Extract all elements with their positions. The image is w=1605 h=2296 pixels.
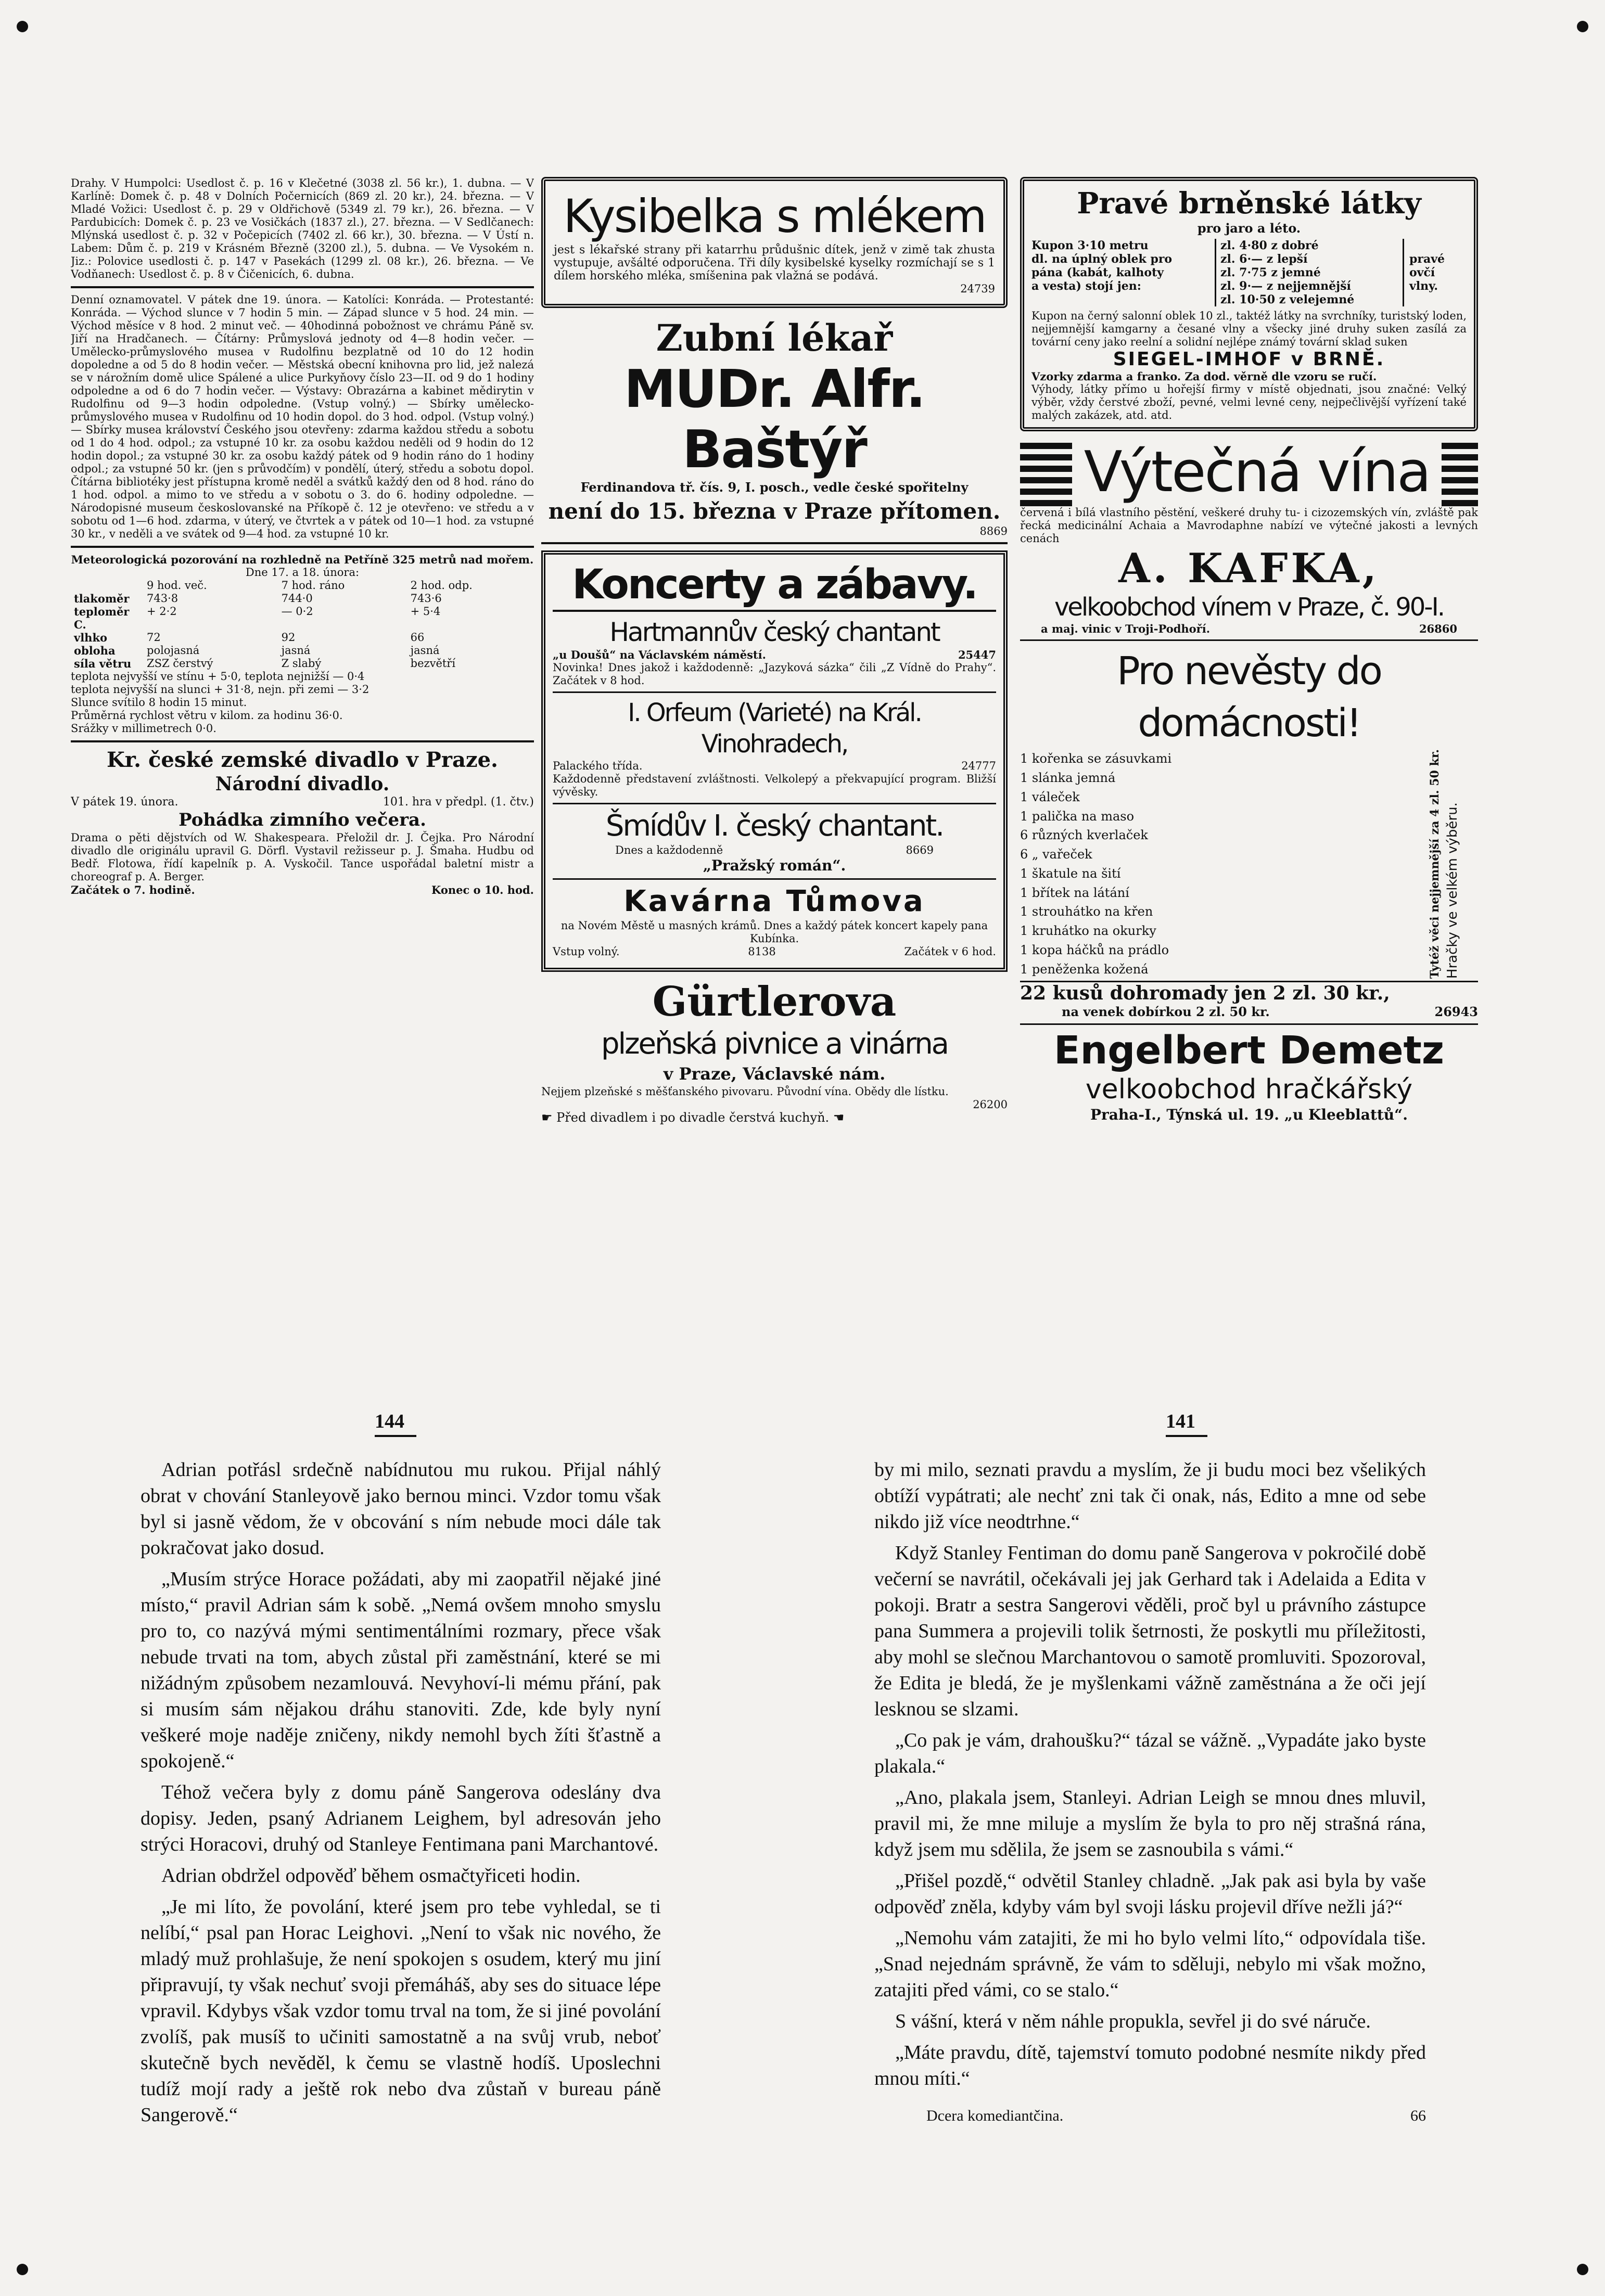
- nevesty-side-a: Tytéž věci nejjemnější za 4 zl. 50 kr.: [1428, 749, 1442, 979]
- demetz-ad: [1020, 1025, 1478, 1123]
- decorative-stripes-icon: [1442, 439, 1478, 506]
- book-paragraph: „Co pak je vám, drahoušku?“ tázal se vážně. „Vypadáte jako byste plakala.“: [874, 1729, 1426, 1777]
- page-number-rule: [1166, 1435, 1207, 1437]
- list-item: 1 břítek na látání: [1020, 885, 1129, 900]
- right-book-footer: [926, 2107, 1426, 2125]
- kysibelka-text: jest s lékařské strany při katarrhu průdušnic dítek, jenž v zimě tak zhusta vystupuje, avšálté odporučena. Tři díly kysibelské kyselky rozmíchají se s 1 dílem horského mléka, smíšenina pak vlažná se podává.: [554, 243, 995, 283]
- hartmann-code: 25447: [958, 648, 996, 661]
- gurtler-footer: [541, 1111, 1008, 1124]
- list-item: 1 palička na maso: [1020, 809, 1135, 824]
- left-book-page: [141, 1457, 661, 2133]
- nevesty-side-b: Hračky ve velkém výběru.: [1445, 802, 1460, 979]
- meteo-cell: jasná: [410, 644, 440, 657]
- kafka-name: A. KAFKA,: [1118, 545, 1380, 592]
- hartmann-text: Novinka! Dnes jakož i každodenně: „Jazyková sázka“ čili „Z Vídně do Prahy“. Začátek v 8 hod.: [553, 661, 996, 687]
- theatre-end: Konec o 10. hod.: [431, 883, 534, 896]
- coupon-line: Kupon 3·10 metru: [1031, 239, 1149, 252]
- coupon-line: pána (kabát, kalhoty: [1031, 266, 1164, 279]
- meteo-head: 2 hod. odp.: [410, 579, 473, 592]
- kafka-subtitle: velkoobchod vínem v Praze, č. 90-I.: [1054, 593, 1444, 622]
- wine-title: Výtečná vína: [1084, 440, 1430, 505]
- book-paragraph: „Je mi líto, že povolání, které jsem pro tebe vyhledal, se ti nelíbí,“ psal pan Horac Leighovi. „Není to však nic nového, že mladý muž prohlašuje, že není spokojen s osudem, který mu jiní připravují, ty však nechuť svoji přemáháš, aby ses do situace lépe vpravil. Kdybys však vzdor tomu trval na tom, že si jiné povolání zvolíš, pak musíš to učiniti samostatně a na svůj vrub, neboť skutečně bych nevěděl, k čemu se vlastně hodíš. Uposlechni tudíž mojí rady a ještě rok nebo dva zůstaň v bureau páně Sangerově.“: [141, 1896, 661, 2126]
- meteo-cell: Z slabý: [281, 657, 322, 670]
- meteo-label: obloha: [74, 644, 116, 657]
- gurtler-ad: [541, 972, 1008, 1124]
- scan-corner-mark: [1577, 21, 1588, 32]
- theatre-date-row: [71, 796, 534, 809]
- book-paragraph: by mi milo, seznati pravdu a myslím, že ji budu moci bez všelikých obtíží vypátrati; ale nechť zni tak či onak, nás, Edito a mne od sebe nikdo již více neodtrhne.“: [874, 1459, 1426, 1533]
- coupon-price: zl. 9·— z nejjemnější: [1220, 279, 1351, 293]
- nevesty-venek-row: [1020, 1004, 1478, 1019]
- book-paragraph: „Přišel pozdě,“ odvětil Stanley chladně. „Jak pak asi byla by vaše odpověď zněla, kdyby vám byl svoji lásku projevil dříve nežli já?“: [874, 1870, 1426, 1918]
- meteo-cell: 743·8: [147, 592, 179, 605]
- coupon-line: a vesta) stojí jen:: [1031, 279, 1141, 293]
- hartmann-ad: [553, 612, 996, 693]
- list-item: 1 škatule na šití: [1020, 866, 1121, 881]
- nevesty-total: 22 kusů dohromady jen 2 zl. 30 kr.,: [1020, 981, 1478, 1004]
- dentist-title: Zubní lékař: [656, 316, 893, 360]
- theatre-title: Kr. české zemské divadlo v Praze.: [107, 748, 498, 772]
- nevesty-ad: [1020, 645, 1478, 1025]
- meteo-table: [71, 579, 534, 670]
- book-footer-number: 66: [1410, 2107, 1426, 2124]
- wine-text: červená i bílá vlastního pěstění, veškeré druhy tu- i cizozemských vín, zvláště pak řecká medicinální Achaia a Mavrodaphne nabízí ve výtečné jakosti a levných cenách: [1020, 506, 1478, 545]
- book-footer-title: Dcera komediantčina.: [926, 2107, 1064, 2124]
- meteo-cell: bezvětří: [410, 657, 456, 670]
- meteo-cell: 72: [147, 631, 161, 644]
- meteo-note: teplota nejvyšší ve stínu + 5·0, teplota nejnižší — 0·4: [71, 670, 365, 683]
- meteo-cell: 743·6: [410, 592, 442, 605]
- theatre-start: Začátek o 7. hodině.: [71, 883, 195, 896]
- theatre-desc: Drama o pěti dějstvích od W. Shakespeara. Přeložil dr. J. Čejka. Pro Národní divadlo dle originálu upravil G. Dörfl. Vystavil režisseur p. J. Šmaha. Hudbu od Bedř. Flotowa, řídí kapelník p. A. Vyskočil. Tance uspořádal baletní mistr a choreograf p. A. Berger.: [71, 831, 534, 883]
- nevesty-code: 26943: [1434, 1004, 1478, 1020]
- kysibelka-title: Kysibelka s mlékem: [563, 189, 986, 243]
- list-item: 1 kopa háčků na prádlo: [1020, 942, 1169, 957]
- book-paragraph: „Máte pravdu, dítě, tajemství tomuto podobné nesmíte nikdy před mnou míti.“: [874, 2042, 1426, 2089]
- dentist-name: MUDr. Alfr. Baštýř: [624, 358, 925, 480]
- book-paragraph: Adrian obdržel odpověď během osmačtyřiceti hodin.: [161, 1865, 581, 1887]
- list-item: 1 kruhátko na okurky: [1020, 923, 1156, 939]
- right-page-number: 141: [1166, 1410, 1195, 1432]
- brno-text: Kupon na černý salonní oblek 10 zl., taktéž látky na svrchníky, turistský loden, nejjemnější kamgarny a česané vlny a všecky jiné druhy suken zasílá za tovární ceny jako reelní a solidní nejlépe známý tovární sklad suken: [1031, 310, 1467, 348]
- demetz-address: Praha-I., Týnská ul. 19. „u Kleeblattů“.: [1090, 1106, 1408, 1124]
- brno-firm: SIEGEL-IMHOF v BRNĚ.: [1113, 349, 1385, 370]
- gurtler-text: Nejjem plzeňské s měšťanského pivovaru. Původní vína. Obědy dle lístku.: [541, 1085, 949, 1098]
- concerts-box: [541, 550, 1008, 972]
- smid-row: [553, 844, 996, 857]
- scan-corner-mark: [1577, 2264, 1588, 2275]
- smid-title: Šmídův I. český chantant.: [605, 809, 944, 843]
- kavarna-free: Vstup volný.: [553, 945, 620, 958]
- brno-subtitle: pro jaro a léto.: [1197, 221, 1301, 236]
- list-item: 1 váleček: [1020, 789, 1080, 804]
- list-item: 1 strouhátko na křen: [1020, 904, 1153, 919]
- decorative-stripes-icon: [1020, 439, 1072, 506]
- daily-announcer: Denní oznamovatel. V pátek dne 19. února. — Katolíci: Konráda. — Protestanté: Konráda. — Východ slunce v 7 hodin 5 min. — Západ slunce v 5 hod. 24 min. — Východ měsíce v 8 hod. 2 minut več. — 40hodinná pobožnost ve chrámu Páně sv. Jiří na Hradčanech. — Čítárny: Průmyslová jednoty od 4—8 hodin večer. — Umělecko-průmyslového musea v Rudolfinu bezplatně od 10 do 12 hodin dopoledne a od 5 do 8 hodin večer. — Městská obecní knihovna pro lid, jež nalezá se v nárožním domě ulice Spálené a ulice Purkyňovy číslo 23—II. od 9 do 1 hodiny odpoledne a od 6 do 7 hodin večer. — Výstavy: Obrazárna a kabinet mědirytin v Rudolfinu od 9—3 hodin odpoledne. (Vstup volný.) — Sbírky umělecko-průmyslového musea v Rudolfinu od 10 hodin dopol. do 3 hod. odpol. (Vstup volný.) — Sbírky musea království Českého jsou otevřeny: zdarma každou středu a sobotu od 1 do 4 hod. odpol.; za vstupné 10 kr. za osobu každou neděli od 9 hodin do 12 hodin dopol.; za vstupné 30 kr. za osobu každý pátek od 9 hodin ráno do 1 hodiny odpol.; za vstupné 50 kr. (jen s průvodčím) v pondělí, úterý, středu a sobotu dopol. Čítárna bibliotéky jest přístupna kromě neděl a svátků každý den od 8 hod. ráno do 1 hod. odpol. a mimo to ve středu a v sobotu o 3. do 6. hodiny odpoledne. — Národopisné museum českoslovanské na Příkopě č. 12 je otevřeno: ve středu a v sobotu od 1—6 hod. zdarma, v úterý, ve čtvrtek a v pátek od 10—1 hod. za vstupné 30 kr., v neděli a ve svátek od 9—4 hod. za vstupné 10 kr.: [71, 293, 534, 540]
- right-ad-column: [1020, 177, 1478, 1280]
- dentist-address: Ferdinandova tř. čís. 9, I. posch., vedle české spořitelny: [580, 480, 969, 495]
- wine-ad: [1020, 439, 1478, 641]
- dentist-code: 8869: [979, 525, 1008, 537]
- concerts-title: Koncerty a zábavy.: [553, 560, 996, 612]
- smid-code: 8669: [906, 844, 934, 856]
- page-number-rule: [375, 1435, 416, 1437]
- kysibelka-code: 24739: [960, 283, 995, 295]
- kavarna-text: na Novém Městě u masných krámů. Dnes a každý pátek koncert kapely pana Kubínka.: [561, 919, 988, 945]
- meteo-cell: + 5·4: [410, 605, 441, 618]
- scan-corner-mark: [17, 21, 28, 32]
- smid-daily: Dnes a každodenně: [615, 844, 723, 856]
- meteo-cell: — 0·2: [281, 605, 313, 618]
- kafka-code: 26860: [1419, 622, 1457, 635]
- orfeum-text: Každodenně představení zvláštnosti. Velkolepý a překvapující program. Bližší vývěsky.: [553, 773, 996, 798]
- list-item: 1 slánka jemná: [1020, 771, 1116, 786]
- meteo-head: 7 hod. ráno: [281, 579, 345, 592]
- gurtler-subtitle: plzeňská pivnice a vinárna: [601, 1027, 948, 1061]
- meteo-note: Průměrná rychlost větru v kilom. za hodinu 36·0.: [71, 709, 343, 722]
- theatre-play: Pohádka zimního večera.: [179, 810, 426, 830]
- brno-coupon-prices: [1215, 239, 1404, 306]
- left-page-number: 144: [375, 1410, 404, 1432]
- gurtler-place: v Praze, Václavské nám.: [663, 1064, 886, 1084]
- theatre-perf: 101. hra v předpl. (1. čtv.): [383, 796, 534, 809]
- divider: [71, 546, 534, 548]
- nevesty-title: Pro nevěsty do domácnosti!: [1117, 649, 1381, 746]
- meteo-title: Meteorologická pozorování na rozhledně na Petříně 325 metrů nad mořem.: [71, 553, 534, 566]
- book-paragraph: „Musím strýce Horace požádati, aby mi zaopatřil nějaké jiné místo,“ pravil Adrian sám k sobě. „Nemá ovšem mnoho smyslu pro to, co nazývá mými sentimentálními rozmary, přece však nebude trvati na tom, abych zůstal při zaměstnání, které se mi nižádným způsobem nezamlouvá. Nevyhoví-li mému přání, pak si musím sám nějakou dráhu stanoviti. Zde, kde byly nyní veškeré moje naděje zničeny, nikdy nemohl bych žíti šťastně a spokojeně.“: [141, 1568, 661, 1772]
- kafka-place: a maj. vinic v Troji-Podhoří.: [1041, 622, 1211, 635]
- meteo-cell: jasná: [281, 644, 311, 657]
- book-paragraph: Téhož večera byly z domu páně Sangerova odeslány dva dopisy. Jeden, psaný Adrianem Leighem, byl adresován jeho strýci Horacovi, druhý od Stanleye Fentimana pani Marchantové.: [141, 1781, 661, 1855]
- scan-corner-mark: [17, 2264, 28, 2275]
- theatre-date: V pátek 19. února.: [71, 796, 179, 809]
- brno-coupon-right: pravé ovčí vlny.: [1409, 252, 1445, 293]
- smid-play: „Pražský román“.: [703, 857, 846, 874]
- theatre-subtitle: Národní divadlo.: [215, 773, 390, 795]
- kavarna-code: 8138: [748, 945, 776, 958]
- orfeum-row: [553, 760, 996, 773]
- list-item: 1 kořenka se zásuvkami: [1020, 751, 1172, 766]
- list-item: 1 peněženka kožená: [1020, 961, 1149, 977]
- demetz-subtitle: velkoobchod hračkářský: [1085, 1074, 1413, 1106]
- dentist-ad: [541, 308, 1008, 544]
- book-paragraph: „Nemohu vám zatajiti, že mi ho bylo velmi líto,“ odpovídala tiše. „Snad nejednám správně, že vám to sděluji, nebylo mi však možno, zatajiti před vámi, co se stalo.“: [874, 1927, 1426, 2001]
- gurtler-title: Gürtlerova: [652, 978, 897, 1025]
- meteo-label: teploměr C.: [74, 605, 130, 631]
- auction-list: Drahy. V Humpolci: Usedlost č. p. 16 v Klečetné (3038 zl. 56 kr.), 1. dubna. — V Karlíně: Domek č. p. 48 v Dolních Počernicích (869 zl. 20 kr.), 24. března. — V Mladé Vožici: Usedlost č. p. 29 v Oldřichově (5349 zl. 79 kr.), 26. března. — V Pardubicích: Domek č. p. 23 ve Vosičkách (1837 zl.), 27. března. — V Sedlčanech: Mlýnská usedlost č. p. 32 v Počepicích (7402 zl. 66 kr.), 30. března. — V Ústí n. Labem: Dům č. p. 219 v Krásném Březně (3200 zl.), 5. dubna. — Ve Vysokém n. Jiz.: Polovice usedlosti č. p. 147 v Pasekách (1299 zl. 08 kr.), 26. března. — Ve Vodňanech: Usedlost č. p. 8 v Čičenicích, 6. dubna.: [71, 177, 534, 280]
- nevesty-body: [1020, 749, 1478, 979]
- meteo-note: teplota nejvyšší na slunci + 31·8, nejn. při zemi — 3·2: [71, 683, 370, 696]
- left-news-column: [71, 177, 534, 1280]
- orfeum-title: I. Orfeum (Varieté) na Král. Vinohradech,: [628, 698, 921, 759]
- kysibelka-ad: [541, 177, 1008, 308]
- list-item: 6 různých kverlaček: [1020, 828, 1148, 843]
- brno-note: Výhody, látky přímo u hořejší firmy v místě objednati, jsou značné: Velký výběr, vždy čerstvé zboží, pevné, velmi levné ceny, nejpečlivější vyřízení také malých zakázek, atd. atd.: [1031, 383, 1467, 421]
- right-book-page: [874, 1457, 1426, 2097]
- gurtler-code: 26200: [973, 1098, 1008, 1111]
- dentist-note: není do 15. března v Praze přítomen.: [548, 498, 1001, 524]
- coupon-price: zl. 7·75 z jemné: [1220, 266, 1321, 279]
- brno-title: Pravé brněnské látky: [1077, 186, 1421, 221]
- divider: [71, 740, 534, 742]
- brno-coupon-left: [1031, 239, 1209, 306]
- meteo-cell: 66: [410, 631, 425, 644]
- nevesty-list: [1020, 749, 1410, 979]
- divider: [71, 286, 534, 288]
- wine-title-row: [1020, 439, 1478, 506]
- brno-coupon: [1031, 239, 1467, 306]
- middle-ad-column: [541, 177, 1008, 1280]
- orfeum-street: Palackého třída.: [553, 760, 643, 772]
- kafka-place-row: [1020, 622, 1478, 635]
- meteo-cell: 92: [281, 631, 296, 644]
- orfeum-code: 24777: [961, 760, 996, 772]
- list-item: 6 „ vařeček: [1020, 847, 1092, 862]
- brno-ad: [1020, 177, 1478, 431]
- meteo-cell: + 2·2: [147, 605, 177, 618]
- book-paragraph: „Ano, plakala jsem, Stanleyi. Adrian Leigh se mnou dnes mluvil, pravil mi, že mne miluje a myslím že byla to pro něj strašná rána, když jsem mu sdělila, že jsem se zasnoubila s vámi.“: [874, 1787, 1426, 1861]
- meteo-head: 9 hod. več.: [147, 579, 207, 592]
- hartmann-title: Hartmannův český chantant: [609, 617, 939, 647]
- meteo-label: tlakoměr: [74, 592, 130, 605]
- meteo-cell: ZSZ čerstvý: [147, 657, 213, 670]
- kavarna-start: Začátek v 6 hod.: [904, 945, 996, 958]
- coupon-price: zl. 6·— z lepší: [1220, 252, 1308, 266]
- hartmann-place-row: [553, 648, 996, 661]
- book-paragraph: S vášní, která v něm náhle propukla, sevřel ji do své náruče.: [895, 2010, 1371, 2032]
- gurtler-footer-text: Před divadlem i po divadle čerstvá kuchyň.: [556, 1110, 830, 1125]
- kavarna-ad: [553, 880, 996, 963]
- meteo-cell: 744·0: [281, 592, 313, 605]
- kavarna-title: Kavárna Tůmova: [623, 884, 925, 918]
- smid-ad: [553, 804, 996, 880]
- orfeum-ad: [553, 693, 996, 804]
- nevesty-side: [1410, 749, 1478, 979]
- meteo-note: Srážky v millimetrech 0·0.: [71, 722, 216, 735]
- pointing-hand-icon: ☛: [541, 1110, 557, 1125]
- meteo-dates: Dne 17. a 18. února:: [245, 566, 360, 579]
- hartmann-place: „u Doušů“ na Václavském náměstí.: [553, 648, 766, 661]
- coupon-price: zl. 4·80 z dobré: [1220, 239, 1319, 252]
- pointing-hand-icon: ☚: [829, 1110, 845, 1125]
- meteo-label: síla větru: [74, 657, 132, 670]
- nevesty-venek: na venek dobírkou 2 zl. 50 kr.: [1062, 1004, 1270, 1020]
- coupon-line: dl. na úplný oblek pro: [1031, 252, 1173, 266]
- theatre-times: [71, 883, 534, 896]
- coupon-price: zl. 10·50 z velejemné: [1220, 293, 1355, 306]
- meteo-cell: polojasná: [147, 644, 200, 657]
- book-paragraph: Když Stanley Fentiman do domu paně Sangerova v pokročilé době večerní se navrátil, očekávali jej jak Gerhard tak i Adelaida a Edita v pokoji. Bratr a sestra Sangerovi věděli, proč byl u právního zástupce pana Summera a projevili tolik šetrnosti, že poskytli mu příležitosti, aby mohl se slečnou Marchantovou o samotě promluviti. Spozoroval, že Edita je bledá, že je myšlenkami vážně zaměstnána a že oči její lesknou se slzami.: [874, 1542, 1426, 1720]
- kavarna-row: [553, 945, 996, 958]
- meteo-note: Slunce svítilo 8 hodin 15 minut.: [71, 696, 247, 709]
- book-paragraph: Adrian potřásl srdečně nabídnutou mu rukou. Přijal náhlý obrat v chování Stanleyově jako bernou minci. Vzdor tomu však byl si jasně vědom, že v obcování s ním nebude moci dále tak pokračovat jako dosud.: [141, 1459, 661, 1559]
- brno-free: Vzorky zdarma a franko. Za dod. věrně dle vzoru se ručí.: [1031, 370, 1377, 383]
- meteo-label: vlhko: [74, 631, 108, 644]
- demetz-name: Engelbert Demetz: [1054, 1028, 1444, 1073]
